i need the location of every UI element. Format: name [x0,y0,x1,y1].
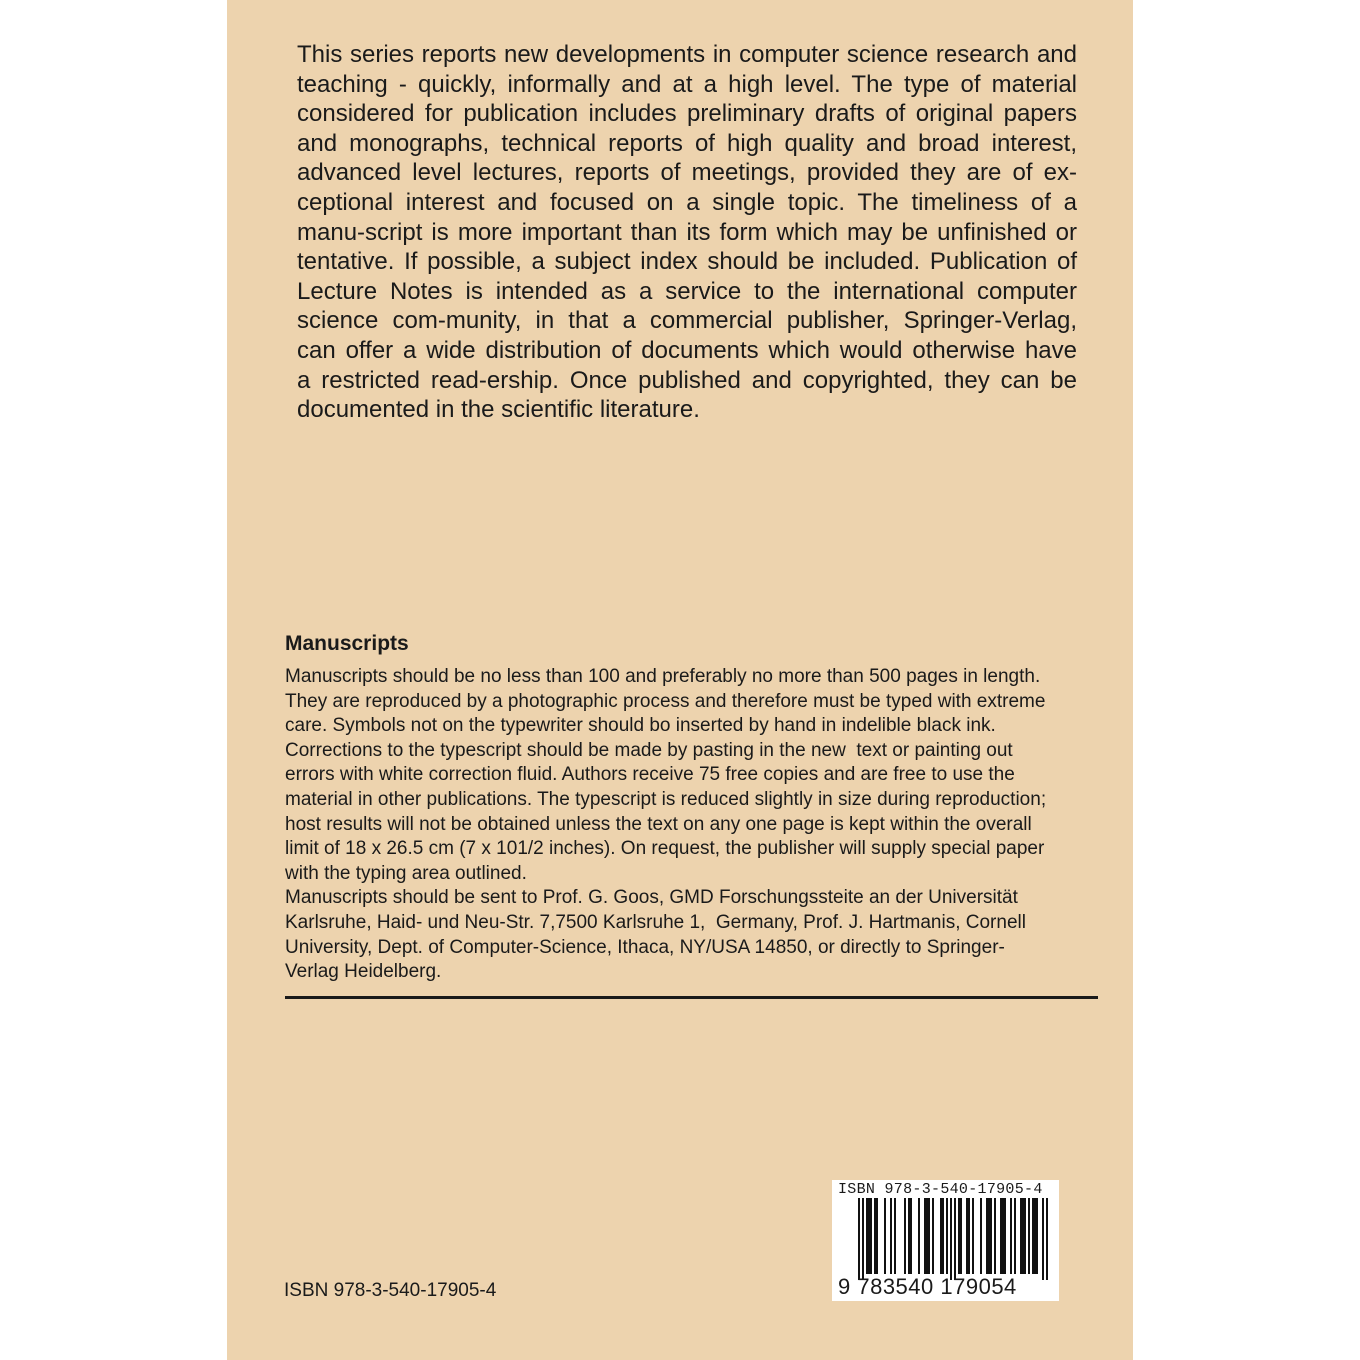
barcode-bar [932,1198,934,1274]
barcode-label [832,1180,1059,1301]
barcode-bar [908,1198,910,1274]
manuscripts-line: University, Dept. of Computer-Science, Ithaca, NY/USA 14850, or directly to Springer- [285,936,1005,958]
barcode-bar [910,1198,912,1274]
manuscripts-line: Manuscripts should be no less than 100 and preferably no more than 500 pages in length. [285,666,1041,687]
barcode-bar [1000,1198,1002,1274]
barcode-bar [868,1198,870,1274]
barcode-bar [924,1198,926,1274]
manuscripts-body [285,665,1115,985]
manuscripts-line: Corrections to the typescript should be made by pasting in the new text or painting out [285,739,1013,761]
barcode-bar [950,1198,952,1280]
series-description-line: documented in the scientific literature. [297,396,700,424]
barcode-bar [862,1198,864,1280]
barcode-bar [1010,1198,1012,1274]
barcode-bar [1022,1198,1024,1274]
barcode-bar [894,1198,896,1274]
barcode-bar [884,1198,886,1274]
barcode-bar [904,1198,906,1274]
barcode-bar [1046,1198,1048,1280]
series-description-line: teaching - quickly, informally and at a high level. The type of material [297,70,1077,98]
series-description-line: and monographs, technical reports of high quality and broad interest, [297,129,1077,157]
barcode-bar [990,1198,992,1274]
barcode-bar [966,1198,968,1274]
manuscripts-line: Manuscripts should be sent to Prof. G. Goos, GMD Forschungssteite an der Universität [285,887,1018,909]
series-description-line: science com-munity, in that a commercial publisher, Springer-Verlag, [297,307,1077,335]
series-description [297,40,1077,425]
manuscripts-line: host results will not be obtained unless the text on any one page is kept within the overall [285,813,1032,835]
barcode-bar [1034,1198,1036,1274]
barcode-bar [994,1198,996,1274]
barcode-bar [1028,1198,1030,1274]
manuscripts-line: with the typing area outlined. [285,862,527,884]
barcode-bar [1042,1198,1044,1280]
barcode-bar [928,1198,930,1274]
barcode-bar [866,1198,868,1274]
manuscripts-line: limit of 18 x 26.5 cm (7 x 101/2 inches). On request, the publisher will supply special paper [285,838,1045,860]
series-description-line: tentative. If possible, a subject index should be included. Publication of [297,248,1077,276]
barcode-bar [942,1198,944,1274]
barcode-bar [1036,1198,1038,1274]
barcode-bar [876,1198,878,1274]
series-description-line: This series reports new developments in computer science research and [297,41,1077,68]
barcode-bar [1002,1198,1004,1274]
barcode-bar [960,1198,962,1274]
barcode-bar [946,1198,948,1274]
manuscripts-heading: Manuscripts [285,632,409,655]
manuscripts-line: care. Symbols not on the typewriter should bo inserted by hand in indelible black ink. [285,715,996,737]
manuscripts-line: Verlag Heidelberg. [285,961,442,983]
isbn-text: ISBN 978-3-540-17905-4 [284,1280,497,1301]
barcode-bar [918,1198,920,1274]
series-description-line: can offer a wide distribution of documents which would otherwise have [297,336,1077,364]
barcode-bar [1014,1198,1016,1274]
series-description-line: manu-script is more important than its form which may be unfinished or [297,218,1077,246]
barcode-bar [858,1198,860,1280]
series-description-line: Lecture Notes is intended as a service to the international computer [297,277,1077,305]
manuscripts-line: They are reproduced by a photographic process and therefore must be typed with extreme [285,690,1046,712]
barcode-bar [954,1198,956,1280]
barcode-bar [986,1198,988,1274]
barcode-bar [980,1198,982,1274]
barcode-bar [870,1198,872,1274]
barcode-digits: 9 783540 179054 [838,1274,1017,1299]
barcode-bar [968,1198,970,1274]
barcode-bar [1024,1198,1026,1274]
barcode-bar [988,1198,990,1274]
barcode-bar [874,1198,876,1274]
barcode-bar [890,1198,892,1274]
manuscripts-line: Karlsruhe, Haid- und Neu-Str. 7,7500 Karlsruhe 1, Germany, Prof. J. Hartmanis, Cornell [285,911,1026,933]
barcode-bar [972,1198,974,1274]
series-description-line: a restricted read-ership. Once published and copyrighted, they can be [297,366,1077,394]
barcode-bar [1004,1198,1006,1274]
series-description-line: advanced level lectures, reports of meetings, provided they are of ex- [297,159,1077,187]
barcode-bar [1020,1198,1022,1274]
barcode-bar [1032,1198,1034,1274]
barcode-isbn-label: ISBN 978-3-540-17905-4 [838,1181,1043,1198]
barcode-bar [940,1198,942,1274]
series-description-line: ceptional interest and focused on a single topic. The timeliness of a [297,188,1077,216]
manuscripts-line: errors with white correction fluid. Authors receive 75 free copies and are free to use the [285,764,1015,786]
manuscripts-line: material in other publications. The typescript is reduced slightly in size during reproduction; [285,788,1047,810]
barcode-bar [958,1198,960,1274]
section-divider [285,996,1098,999]
series-description-line: considered for publication includes preliminary drafts of original papers [297,100,1077,128]
barcode-bar [926,1198,928,1274]
